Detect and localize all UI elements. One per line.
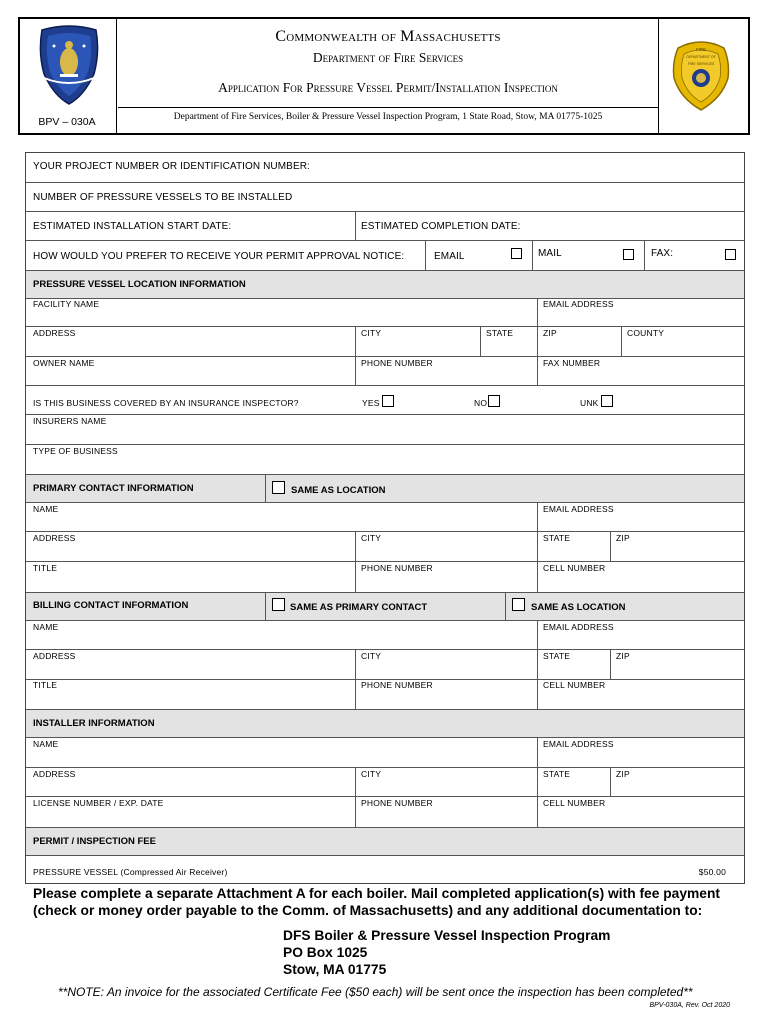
installer-cell-label: CELL NUMBER <box>543 798 606 808</box>
installer-email-label: EMAIL ADDRESS <box>543 739 614 749</box>
mailing-address-line-3: Stow, MA 01775 <box>283 962 387 977</box>
invoice-note: **NOTE: An invoice for the associated Certificate Fee ($50 each) will be sent once the inspection has been completed** <box>58 985 693 999</box>
location-heading: PRESSURE VESSEL LOCATION INFORMATION <box>33 279 246 290</box>
project-number-label: YOUR PROJECT NUMBER OR IDENTIFICATION NUMBER: <box>33 161 310 172</box>
primary-email-label: EMAIL ADDRESS <box>543 504 614 514</box>
title-line-1: Commonwealth of Massachusetts <box>275 28 501 45</box>
primary-heading: PRIMARY CONTACT INFORMATION <box>33 483 194 494</box>
badge-text-bot: FIRE SERVICES <box>687 62 715 66</box>
fax-checkbox[interactable] <box>725 249 736 260</box>
billing-name-label: NAME <box>33 622 59 632</box>
mailing-address-line-1: DFS Boiler & Pressure Vessel Inspection Program <box>283 928 611 943</box>
mail-checkbox[interactable] <box>623 249 634 260</box>
massachusetts-seal-icon <box>36 22 102 106</box>
owner-name-label: OWNER NAME <box>33 358 95 368</box>
primary-title-label: TITLE <box>33 563 58 573</box>
billing-address-label: ADDRESS <box>33 651 76 661</box>
insurers-name-label: INSURERS NAME <box>33 416 107 426</box>
billing-state-label: STATE <box>543 651 571 661</box>
primary-same-location-label: SAME AS LOCATION <box>291 485 386 496</box>
billing-email-label: EMAIL ADDRESS <box>543 622 614 632</box>
location-city-label: CITY <box>361 328 382 338</box>
primary-zip-label: ZIP <box>616 533 630 543</box>
primary-name-label: NAME <box>33 504 59 514</box>
installer-zip-label: ZIP <box>616 769 630 779</box>
billing-heading: BILLING CONTACT INFORMATION <box>33 600 189 611</box>
facility-name-label: FACILITY NAME <box>33 299 100 309</box>
billing-same-location-checkbox[interactable] <box>512 598 525 611</box>
email-option-label: EMAIL <box>434 251 465 262</box>
insurance-unk-checkbox[interactable] <box>601 395 613 407</box>
location-zip-label: ZIP <box>543 328 557 338</box>
footer-instructions: Please complete a separate Attachment A for each boiler. Mail completed application(s) with fee payment (check or money order payable to the Comm. of Massachusetts) and any additional documentation to: <box>33 886 720 918</box>
billing-same-primary-label: SAME AS PRIMARY CONTACT <box>290 602 428 613</box>
primary-same-location-checkbox[interactable] <box>272 481 285 494</box>
billing-same-primary-checkbox[interactable] <box>272 598 285 611</box>
installer-phone-label: PHONE NUMBER <box>361 798 433 808</box>
billing-cell-label: CELL NUMBER <box>543 680 606 690</box>
num-vessels-label: NUMBER OF PRESSURE VESSELS TO BE INSTALLED <box>33 192 293 203</box>
location-phone-label: PHONE NUMBER <box>361 358 433 368</box>
start-date-label: ESTIMATED INSTALLATION START DATE: <box>33 221 232 232</box>
fee-heading: PERMIT / INSPECTION FEE <box>33 836 156 847</box>
business-type-label: TYPE OF BUSINESS <box>33 446 118 456</box>
installer-state-label: STATE <box>543 769 571 779</box>
header-divider <box>118 107 658 108</box>
badge-text-mid: DEPARTMENT OF <box>686 55 716 59</box>
location-fax-label: FAX NUMBER <box>543 358 601 368</box>
billing-same-location-label: SAME AS LOCATION <box>531 602 626 613</box>
revision-label: BPV-030A, Rev. Oct 2020 <box>649 1002 730 1009</box>
completion-date-label: ESTIMATED COMPLETION DATE: <box>361 221 521 232</box>
primary-address-label: ADDRESS <box>33 533 76 543</box>
insurance-yes-label: YES <box>362 398 380 408</box>
location-address-label: ADDRESS <box>33 328 76 338</box>
installer-city-label: CITY <box>361 769 382 779</box>
billing-city-label: CITY <box>361 651 382 661</box>
installer-name-label: NAME <box>33 739 59 749</box>
title-line-3: Application For Pressure Vessel Permit/Installation Inspection <box>218 80 558 95</box>
location-state-label: STATE <box>486 328 514 338</box>
title-line-2: Department of Fire Services <box>312 50 464 65</box>
fax-option-label: FAX: <box>651 248 674 259</box>
primary-city-label: CITY <box>361 533 382 543</box>
insurance-no-label: NO <box>474 398 488 408</box>
installer-license-label: LICENSE NUMBER / EXP. DATE <box>33 798 164 808</box>
badge-text-top: FIRE <box>695 47 707 52</box>
installer-address-label: ADDRESS <box>33 769 76 779</box>
primary-state-label: STATE <box>543 533 571 543</box>
header-address: Department of Fire Services, Boiler & Pressure Vessel Inspection Program, 1 State Road, Stow, MA 01775-1025 <box>173 112 603 122</box>
billing-phone-label: PHONE NUMBER <box>361 680 433 690</box>
mailing-address-line-2: PO Box 1025 <box>283 945 368 960</box>
installer-heading: INSTALLER INFORMATION <box>33 718 155 729</box>
email-checkbox[interactable] <box>511 248 522 259</box>
billing-zip-label: ZIP <box>616 651 630 661</box>
fee-amount: $50.00 <box>698 867 726 877</box>
fire-marshal-badge-icon <box>670 36 732 112</box>
location-county-label: COUNTY <box>627 328 665 338</box>
insurance-unk-label: UNK <box>580 398 599 408</box>
mail-option-label: MAIL <box>538 248 562 259</box>
form-code: BPV – 030A <box>38 116 96 128</box>
insurance-question-label: IS THIS BUSINESS COVERED BY AN INSURANCE INSPECTOR? <box>33 398 299 408</box>
notice-question-label: HOW WOULD YOU PREFER TO RECEIVE YOUR PERMIT APPROVAL NOTICE: <box>33 251 405 262</box>
insurance-yes-checkbox[interactable] <box>382 395 394 407</box>
fee-item-label: PRESSURE VESSEL (Compressed Air Receiver) <box>33 867 228 877</box>
insurance-no-checkbox[interactable] <box>488 395 500 407</box>
billing-title-label: TITLE <box>33 680 58 690</box>
primary-phone-label: PHONE NUMBER <box>361 563 433 573</box>
location-email-label: EMAIL ADDRESS <box>543 299 614 309</box>
primary-cell-label: CELL NUMBER <box>543 563 606 573</box>
